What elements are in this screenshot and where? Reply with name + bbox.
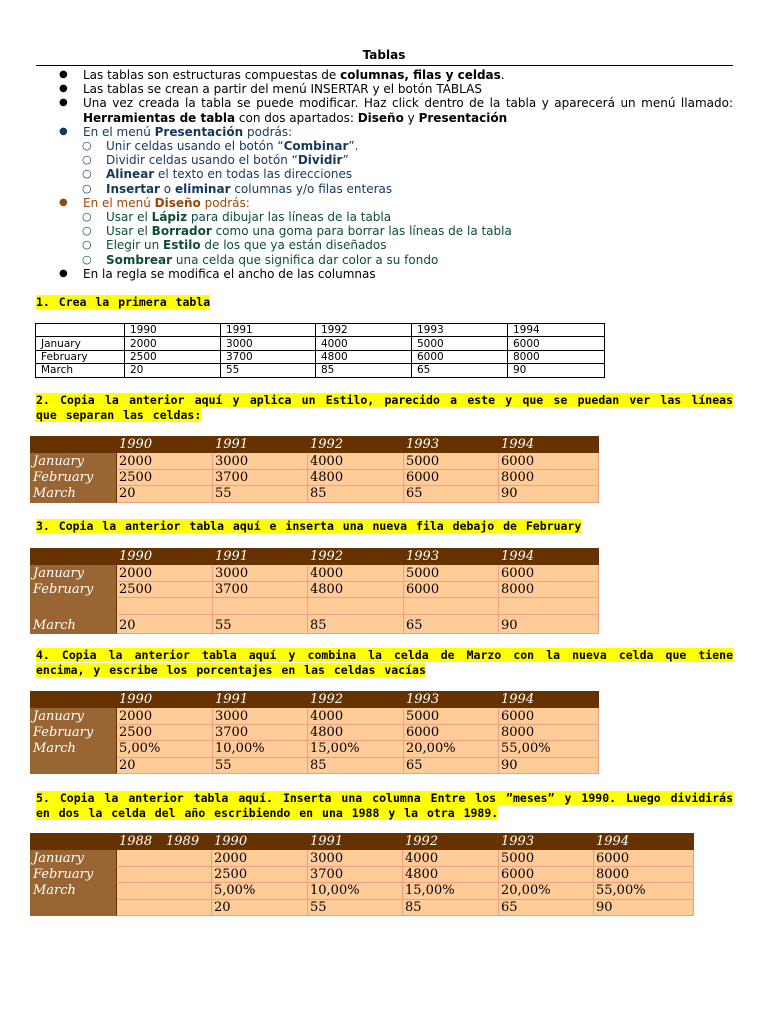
table-cell[interactable]: 5000 xyxy=(404,453,499,469)
table-cell[interactable]: 1993 xyxy=(404,692,499,708)
table-cell[interactable]: 1993 xyxy=(404,549,499,565)
table-cell[interactable]: 3700 xyxy=(213,724,308,740)
table-cell[interactable]: 10,00% xyxy=(308,883,403,899)
bullet-1: ● Las tablas son estructuras compuestas de columnas, filas y celdas. xyxy=(60,68,733,82)
table-cell[interactable] xyxy=(31,692,117,708)
table-cell[interactable]: 3700 xyxy=(213,469,308,485)
table-cell[interactable]: March xyxy=(31,486,117,502)
table-cell[interactable] xyxy=(36,324,125,337)
table-cell[interactable]: January xyxy=(31,565,117,581)
table-cell[interactable]: 8000 xyxy=(499,581,599,597)
table-cell[interactable]: 85 xyxy=(308,614,404,633)
table-row xyxy=(31,486,599,502)
table-cell[interactable]: 3700 xyxy=(221,350,316,363)
table-cell[interactable]: 20 xyxy=(212,899,308,915)
instruction-1: 1. Crea la primera tabla xyxy=(36,295,211,309)
table-row xyxy=(31,741,599,757)
table-cell[interactable]: 5000 xyxy=(412,337,508,350)
table-cell[interactable]: 55 xyxy=(213,486,308,502)
table-cell[interactable]: 55,00% xyxy=(499,741,599,757)
table-row xyxy=(31,866,694,882)
table-cell[interactable]: 20 xyxy=(117,757,213,773)
table-cell[interactable]: 90 xyxy=(594,899,694,915)
bullet-list xyxy=(60,68,733,281)
table-cell[interactable]: 1991 xyxy=(308,834,403,850)
table-cell[interactable]: 2000 xyxy=(117,453,213,469)
page-title: Tablas xyxy=(362,48,406,62)
table-cell[interactable]: 3000 xyxy=(213,708,308,724)
table-cell[interactable]: 65 xyxy=(404,486,499,502)
table-cell[interactable]: 4800 xyxy=(308,469,404,485)
table-cell[interactable]: 3700 xyxy=(213,581,308,597)
table-cell[interactable]: January xyxy=(31,850,117,866)
table-row xyxy=(31,581,599,597)
table-cell[interactable]: 1989 xyxy=(164,834,212,850)
instruction-2: 2. Copia la anterior aquí y aplica un Estilo, parecido a este y que se puedan ver las líneas que separan las celdas: xyxy=(36,393,733,422)
table-1-plain[interactable] xyxy=(35,323,605,378)
table-cell-merged[interactable]: March xyxy=(31,741,117,774)
table-row xyxy=(31,469,599,485)
table-header-row xyxy=(31,549,599,565)
table-cell[interactable]: 6000 xyxy=(404,724,499,740)
table-cell[interactable]: 1992 xyxy=(308,692,404,708)
table-cell[interactable]: 8000 xyxy=(594,866,694,882)
table-cell[interactable]: 4800 xyxy=(316,350,412,363)
table-cell[interactable]: 90 xyxy=(499,757,599,773)
table-cell[interactable]: February xyxy=(31,469,117,485)
table-cell[interactable]: 1991 xyxy=(221,324,316,337)
table-cell[interactable]: 4000 xyxy=(316,337,412,350)
table-cell[interactable] xyxy=(499,598,599,614)
table-cell[interactable]: 6000 xyxy=(499,866,594,882)
table-cell[interactable]: 20,00% xyxy=(499,883,594,899)
table-cell[interactable]: 3000 xyxy=(213,453,308,469)
table-cell[interactable]: 20 xyxy=(125,364,221,377)
table-cell[interactable]: 1991 xyxy=(213,549,308,565)
table-cell[interactable]: 1992 xyxy=(316,324,412,337)
table-cell[interactable]: 55 xyxy=(221,364,316,377)
table-cell[interactable]: 1991 xyxy=(213,692,308,708)
table-row xyxy=(31,453,599,469)
bullet-2: ● Las tablas se crean a partir del menú INSERTAR y el botón TABLAS xyxy=(60,82,733,96)
table-cell[interactable]: January xyxy=(36,337,125,350)
sub-bullet-5: ○ Usar el Lápiz para dibujar las líneas de la tabla xyxy=(60,210,733,224)
table-header-row xyxy=(31,834,694,850)
instruction-5: 5. Copia la anterior tabla aquí. Inserta una columna Entre los ”meses” y 1990. Luego dividirás en dos la celda del año escribiendo en una 1988 y la otra 1989. xyxy=(36,791,733,820)
table-cell[interactable]: 2000 xyxy=(212,850,308,866)
table-3-inserted-row[interactable] xyxy=(30,548,599,634)
table-cell[interactable]: 4000 xyxy=(308,453,404,469)
table-cell[interactable]: 2500 xyxy=(117,724,213,740)
table-cell[interactable]: 6000 xyxy=(499,565,599,581)
title-rule xyxy=(36,65,733,66)
table-cell[interactable]: February xyxy=(31,866,117,882)
sub-bullet-6: ○ Usar el Borrador como una goma para borrar las líneas de la tabla xyxy=(60,224,733,238)
table-cell[interactable] xyxy=(117,598,213,614)
table-cell[interactable]: 3700 xyxy=(308,866,403,882)
sub-bullet-2: ○ Dividir celdas usando el botón “Dividir” xyxy=(60,153,733,167)
table-row xyxy=(31,899,694,915)
table-cell[interactable]: 4000 xyxy=(308,708,404,724)
table-row xyxy=(36,364,605,377)
bullet-4: ● En el menú Presentación podrás: xyxy=(60,125,733,139)
table-header-row xyxy=(31,437,599,453)
bullet-6: ● En la regla se modifica el ancho de las columnas xyxy=(60,267,733,281)
table-cell[interactable]: 6000 xyxy=(412,350,508,363)
table-cell[interactable]: 4800 xyxy=(403,866,499,882)
instruction-3: 3. Copia la anterior tabla aquí e inserta una nueva fila debajo de February xyxy=(36,519,582,533)
table-cell[interactable]: 1994 xyxy=(499,692,599,708)
table-cell[interactable]: 1992 xyxy=(308,437,404,453)
sub-bullet-4: ○ Insertar o eliminar columnas y/o filas enteras xyxy=(60,182,733,196)
table-cell[interactable]: 6000 xyxy=(508,337,605,350)
table-cell[interactable] xyxy=(404,598,499,614)
bullet-5: ● En el menú Diseño podrás: xyxy=(60,196,733,210)
table-cell[interactable]: 55 xyxy=(213,614,308,633)
table-cell[interactable]: 65 xyxy=(404,614,499,633)
table-cell[interactable] xyxy=(31,598,117,614)
table-cell[interactable]: 8000 xyxy=(499,724,599,740)
table-cell[interactable]: 1992 xyxy=(308,549,404,565)
table-cell[interactable]: February xyxy=(31,724,117,740)
table-cell[interactable]: 6000 xyxy=(499,453,599,469)
table-cell[interactable]: 55 xyxy=(308,899,403,915)
table-cell[interactable]: 2500 xyxy=(117,581,213,597)
table-cell[interactable] xyxy=(31,549,117,565)
table-cell[interactable]: 90 xyxy=(499,614,599,633)
table-cell[interactable]: 6000 xyxy=(499,708,599,724)
table-cell[interactable]: 5000 xyxy=(499,850,594,866)
table-cell[interactable]: 90 xyxy=(508,364,605,377)
table-row xyxy=(36,337,605,350)
table-cell[interactable]: 1990 xyxy=(212,834,308,850)
table-cell[interactable]: 1990 xyxy=(117,692,213,708)
table-cell[interactable]: 65 xyxy=(412,364,508,377)
table-cell[interactable]: 1990 xyxy=(117,437,213,453)
table-cell[interactable]: 55 xyxy=(213,757,308,773)
table-cell[interactable]: 2500 xyxy=(125,350,221,363)
table-cell[interactable]: 1990 xyxy=(125,324,221,337)
table-cell[interactable]: February xyxy=(31,581,117,597)
table-row xyxy=(31,708,599,724)
table-cell[interactable]: 8000 xyxy=(508,350,605,363)
table-cell[interactable] xyxy=(31,437,117,453)
table-cell[interactable]: 85 xyxy=(316,364,412,377)
sub-bullet-1: ○ Unir celdas usando el botón “Combinar”. xyxy=(60,139,733,153)
table-cell[interactable]: 1994 xyxy=(499,437,599,453)
table-row xyxy=(31,757,599,773)
table-cell[interactable]: 15,00% xyxy=(403,883,499,899)
table-cell[interactable]: 3000 xyxy=(213,565,308,581)
table-cell[interactable]: 4000 xyxy=(403,850,499,866)
table-cell[interactable]: 5,00% xyxy=(212,883,308,899)
table-cell[interactable]: 1993 xyxy=(412,324,508,337)
table-cell[interactable]: 10,00% xyxy=(213,741,308,757)
table-cell[interactable]: 1994 xyxy=(594,834,694,850)
table-cell[interactable]: 2500 xyxy=(117,469,213,485)
table-row-empty xyxy=(31,598,599,614)
table-cell[interactable]: 15,00% xyxy=(308,741,404,757)
table-cell[interactable]: 2500 xyxy=(212,866,308,882)
table-row xyxy=(36,350,605,363)
table-cell[interactable]: 55,00% xyxy=(594,883,694,899)
table-2-styled[interactable] xyxy=(30,436,599,503)
table-cell[interactable]: 1992 xyxy=(403,834,499,850)
table-cell[interactable] xyxy=(308,598,404,614)
table-cell[interactable]: 8000 xyxy=(499,469,599,485)
table-cell[interactable]: 6000 xyxy=(404,469,499,485)
table-cell[interactable]: 20 xyxy=(117,486,213,502)
sub-bullet-3: ○ Alinear el texto en todas las direcciones xyxy=(60,167,733,181)
table-cell[interactable]: 6000 xyxy=(404,581,499,597)
table-cell[interactable]: 90 xyxy=(499,486,599,502)
table-cell[interactable]: 65 xyxy=(404,757,499,773)
table-cell[interactable] xyxy=(31,834,117,850)
table-cell[interactable]: 1994 xyxy=(499,549,599,565)
table-cell[interactable]: 5000 xyxy=(404,565,499,581)
table-cell[interactable]: January xyxy=(31,708,117,724)
instruction-4: 4. Copia la anterior tabla aquí y combina la celda de Marzo con la nueva celda que tiene encima, y escribe los porcentajes en las celdas vacías xyxy=(36,648,733,677)
table-row xyxy=(36,324,605,337)
bullet-3: ● Una vez creada la tabla se puede modificar. Haz click dentro de la tabla y aparecerá un menú llamado: Herramientas de tabla con dos apartados: Diseño y Presentación xyxy=(60,96,733,124)
table-cell[interactable]: 3000 xyxy=(221,337,316,350)
table-cell[interactable]: 5000 xyxy=(404,708,499,724)
table-cell[interactable]: January xyxy=(31,453,117,469)
table-cell[interactable]: February xyxy=(36,350,125,363)
table-row xyxy=(31,565,599,581)
table-cell[interactable]: 1990 xyxy=(117,549,213,565)
sub-bullet-7: ○ Elegir un Estilo de los que ya están diseñados xyxy=(60,238,733,252)
table-cell[interactable]: 1993 xyxy=(499,834,594,850)
table-cell[interactable]: 1988 xyxy=(117,834,164,850)
table-cell[interactable]: 1994 xyxy=(508,324,605,337)
table-cell[interactable]: 5,00% xyxy=(117,741,213,757)
table-cell[interactable]: 6000 xyxy=(594,850,694,866)
table-cell-merged[interactable]: March xyxy=(31,883,117,916)
table-row xyxy=(31,614,599,633)
table-row xyxy=(31,883,694,899)
table-cell[interactable]: 2000 xyxy=(117,565,213,581)
table-cell[interactable]: 2000 xyxy=(125,337,221,350)
table-cell[interactable] xyxy=(117,866,212,882)
table-cell[interactable]: 4000 xyxy=(308,565,404,581)
table-4-merged[interactable] xyxy=(30,691,599,774)
table-cell[interactable] xyxy=(117,883,212,899)
table-cell[interactable] xyxy=(117,850,212,866)
table-cell[interactable]: 85 xyxy=(403,899,499,915)
sub-bullet-8: ○ Sombrear una celda que significa dar color a su fondo xyxy=(60,253,733,267)
table-cell[interactable]: 4800 xyxy=(308,581,404,597)
table-cell[interactable]: 85 xyxy=(308,486,404,502)
table-cell[interactable]: 1993 xyxy=(404,437,499,453)
table-cell[interactable]: 85 xyxy=(308,757,404,773)
table-row xyxy=(31,850,694,866)
table-header-row xyxy=(31,692,599,708)
table-cell[interactable]: 4800 xyxy=(308,724,404,740)
table-cell[interactable]: 2000 xyxy=(117,708,213,724)
table-cell[interactable]: 20,00% xyxy=(404,741,499,757)
table-cell[interactable]: March xyxy=(36,364,125,377)
table-cell[interactable] xyxy=(213,598,308,614)
table-row xyxy=(31,724,599,740)
table-cell[interactable]: 1991 xyxy=(213,437,308,453)
table-cell[interactable] xyxy=(117,899,212,915)
table-5-split-column[interactable] xyxy=(30,833,694,916)
table-cell[interactable]: March xyxy=(31,614,117,633)
table-cell[interactable]: 65 xyxy=(499,899,594,915)
table-cell[interactable]: 20 xyxy=(117,614,213,633)
table-cell[interactable]: 3000 xyxy=(308,850,403,866)
